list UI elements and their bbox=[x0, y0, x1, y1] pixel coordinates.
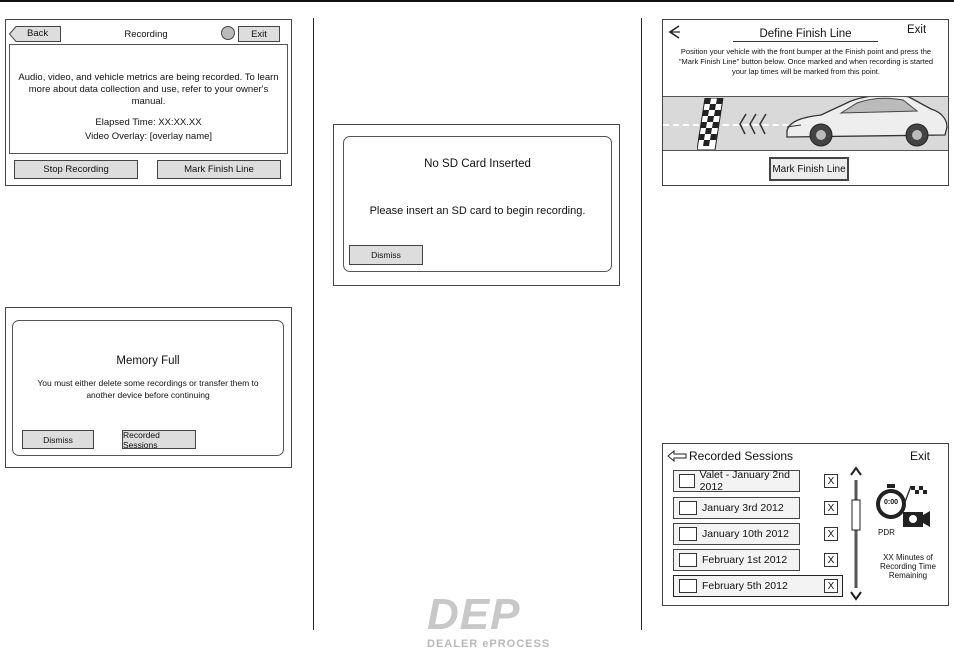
session-row[interactable] bbox=[673, 470, 800, 492]
speed-lines-icon bbox=[737, 111, 773, 137]
back-button[interactable] bbox=[9, 26, 61, 42]
instructions: Position your vehicle with the front bumper at the Finish point and press the "Mark Finish Line" button below. Once marked and when recording is started your lap times will be marked from this point. bbox=[678, 47, 934, 76]
pdr-icon bbox=[875, 482, 931, 530]
back-arrow-icon[interactable] bbox=[667, 450, 687, 462]
delete-session-button[interactable]: X bbox=[824, 501, 838, 515]
video-thumbnail-icon bbox=[679, 579, 697, 593]
mark-finish-line-button[interactable]: Mark Finish Line bbox=[157, 160, 281, 179]
timer-text: 0:00 bbox=[883, 499, 898, 506]
video-thumbnail-icon bbox=[679, 553, 697, 567]
column-divider bbox=[641, 18, 642, 630]
dialog-title: Memory Full bbox=[116, 355, 180, 367]
session-label: February 5th 2012 bbox=[702, 580, 788, 592]
page-title: Recorded Sessions bbox=[689, 449, 794, 463]
top-rule bbox=[0, 0, 954, 2]
session-row[interactable] bbox=[673, 497, 800, 519]
dialog-title: No SD Card Inserted bbox=[424, 158, 531, 170]
exit-button[interactable]: Exit bbox=[910, 449, 931, 463]
track-strip bbox=[663, 96, 948, 151]
pdr-label: PDR bbox=[878, 528, 895, 537]
scroll-up-icon bbox=[851, 468, 861, 475]
video-thumbnail-icon bbox=[679, 501, 697, 515]
recording-message: Audio, video, and vehicle metrics are being recorded. To learn more about data collection and use, refer to your owner's manual. bbox=[18, 72, 279, 107]
session-label: January 3rd 2012 bbox=[702, 502, 784, 514]
session-row[interactable] bbox=[673, 523, 800, 545]
delete-session-button[interactable]: X bbox=[824, 474, 838, 488]
delete-session-button[interactable]: X bbox=[824, 553, 838, 567]
memory-full-frame bbox=[12, 320, 284, 456]
session-label: February 1st 2012 bbox=[702, 554, 788, 566]
video-thumbnail-icon bbox=[679, 527, 697, 541]
logo-tagline: DEALER ePROCESS bbox=[427, 638, 551, 650]
scroll-down-icon bbox=[851, 592, 861, 599]
no-sd-dialog bbox=[333, 124, 620, 286]
recording-screen bbox=[5, 19, 292, 186]
elapsed-time: Elapsed Time: XX:XX.XX bbox=[95, 117, 202, 128]
recorded-sessions-screen bbox=[662, 443, 949, 606]
column-divider bbox=[313, 18, 314, 630]
stop-recording-button[interactable]: Stop Recording bbox=[14, 160, 138, 179]
back-chevron-icon[interactable] bbox=[667, 24, 681, 40]
exit-button[interactable]: Exit bbox=[907, 24, 927, 36]
delete-session-button[interactable]: X bbox=[824, 527, 838, 541]
session-row-selected[interactable] bbox=[673, 575, 843, 597]
mark-finish-line-button[interactable]: Mark Finish Line bbox=[769, 157, 849, 181]
car-icon bbox=[781, 96, 948, 151]
delete-session-button[interactable]: X bbox=[824, 579, 838, 593]
exit-button[interactable]: Exit bbox=[238, 26, 280, 42]
session-label: January 10th 2012 bbox=[702, 528, 789, 540]
stopwatch-camera-icon bbox=[875, 482, 931, 530]
dialog-message: You must either delete some recordings or transfer them to another device before continuing bbox=[37, 378, 259, 400]
memory-full-dialog bbox=[5, 307, 292, 468]
recording-time-remaining: XX Minutes of Recording Time Remaining bbox=[879, 553, 937, 580]
define-finish-line-screen bbox=[662, 19, 949, 186]
checkered-flag-icon bbox=[697, 98, 733, 150]
page-title: Recording bbox=[124, 29, 168, 40]
dismiss-button[interactable]: Dismiss bbox=[22, 430, 94, 449]
session-row[interactable] bbox=[673, 549, 800, 571]
page-title: Define Finish Line bbox=[733, 28, 878, 42]
recording-body bbox=[9, 44, 288, 154]
dealer-eprocess-logo bbox=[425, 590, 573, 656]
session-label: Valet - January 2nd 2012 bbox=[699, 469, 790, 493]
video-thumbnail-icon bbox=[679, 474, 695, 488]
video-overlay: Video Overlay: [overlay name] bbox=[84, 131, 213, 142]
no-sd-frame bbox=[343, 136, 612, 272]
back-label: Back bbox=[27, 28, 49, 39]
scrollbar[interactable] bbox=[849, 466, 863, 602]
record-indicator-icon bbox=[221, 26, 235, 40]
dialog-message: Please insert an SD card to begin recording. bbox=[369, 205, 586, 217]
dismiss-button[interactable]: Dismiss bbox=[349, 245, 423, 265]
logo-mark: DEP bbox=[427, 590, 521, 639]
recorded-sessions-button[interactable]: Recorded Sessions bbox=[122, 430, 196, 449]
